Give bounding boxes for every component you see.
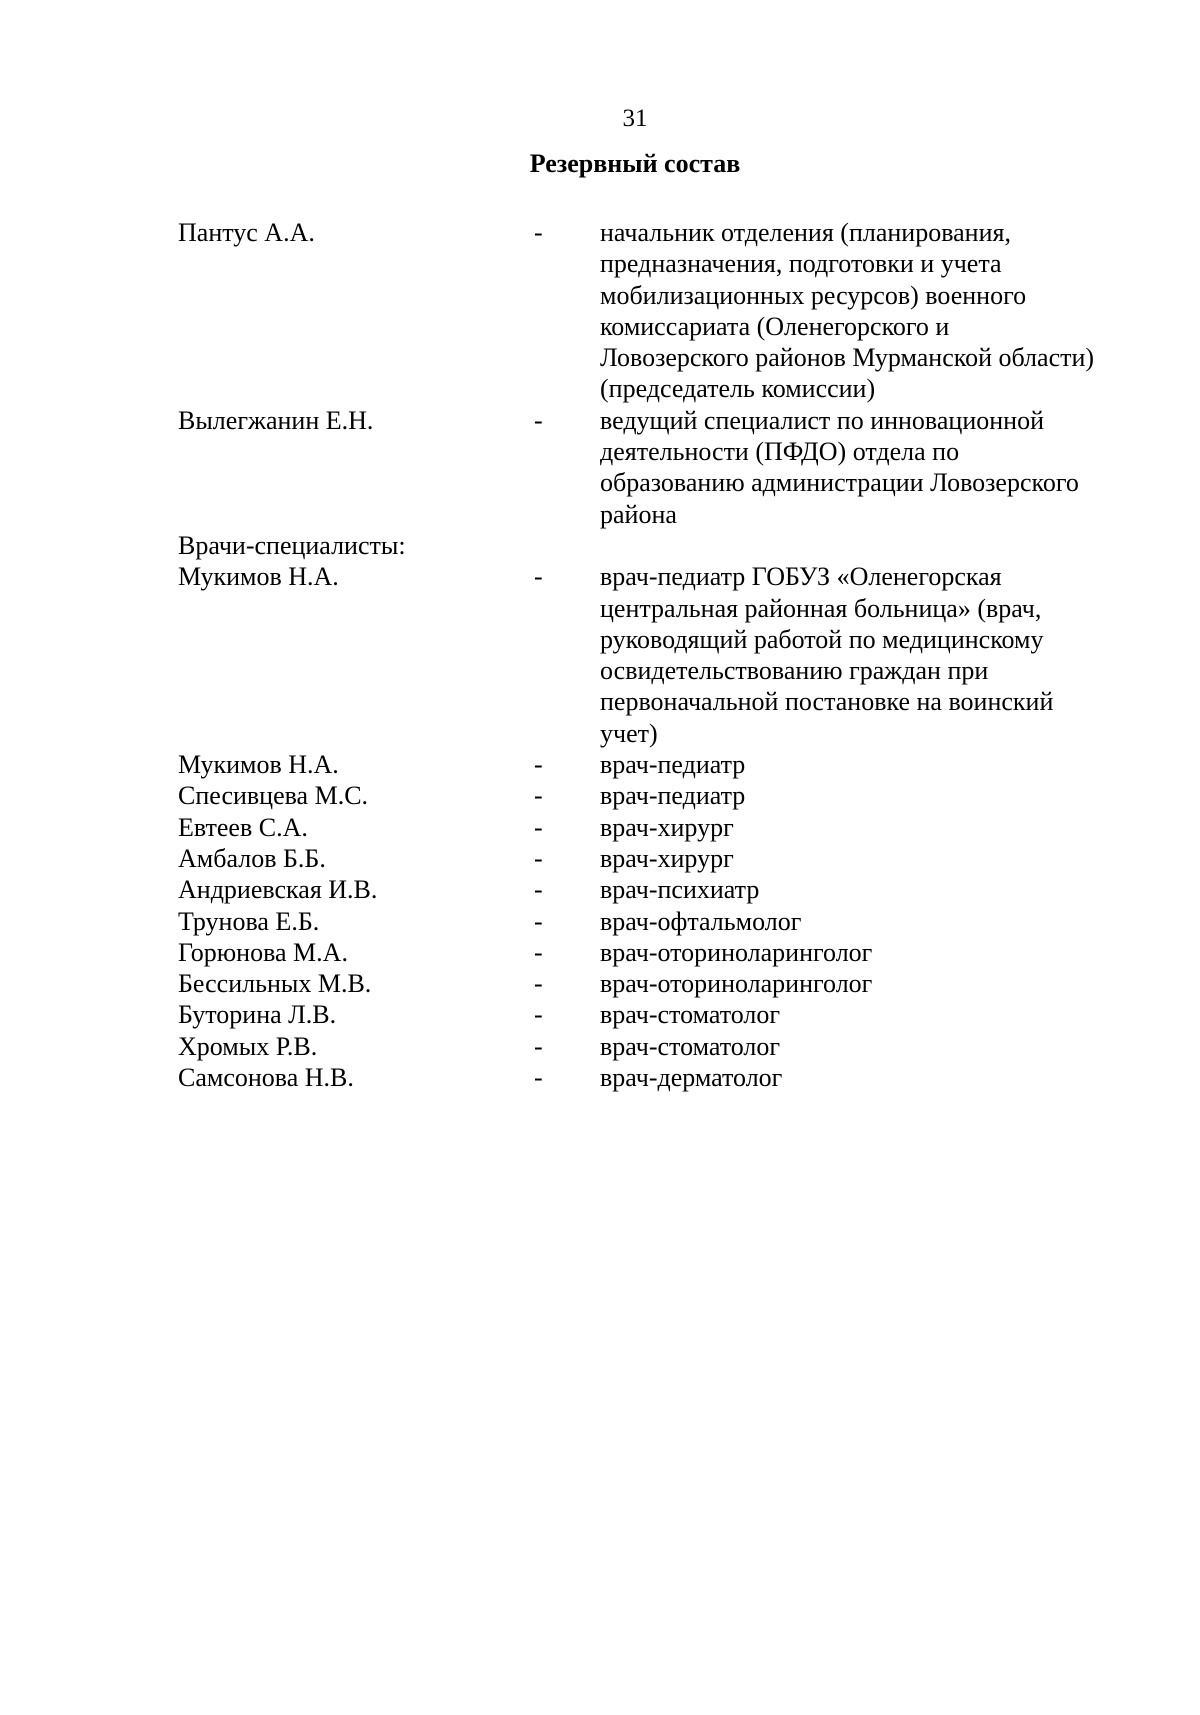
doctor-row [178,937,1128,968]
doctor-name: Мукимов Н.А. [178,750,339,780]
doctor-row [178,749,1128,780]
dash-separator: - [534,937,543,967]
doctor-role: врач-оториноларинголог [600,937,873,967]
doctor-row [178,812,1128,843]
dash-separator: - [534,405,543,435]
dash-separator: - [534,750,543,780]
member-name: Пантус А.А. [178,218,315,247]
dash-separator: - [534,1063,543,1093]
member-row [178,217,1128,405]
member-list [178,217,1128,1093]
doctor-name: Андриевская И.В. [178,875,378,905]
lead-doctor-row [178,561,1128,749]
doctor-name: Бессильных М.В. [178,969,372,999]
dash-separator: - [534,218,543,247]
member-name: Вылегжанин Е.Н. [178,405,374,435]
doctors-section-heading [178,530,1128,561]
doctor-name: Спесивцева М.С. [178,781,369,811]
dash-separator: - [534,906,543,936]
dash-separator: - [534,843,543,873]
doctor-role: врач-педиатр [600,781,746,811]
doctor-name: Трунова Е.Б. [178,906,320,936]
doctor-row [178,1062,1128,1093]
dash-separator: - [534,1031,543,1061]
dash-separator: - [534,812,543,842]
page-title: Резервный состав [529,149,741,178]
member-position: начальник отделения (планирования, предназначения, подготовки и учета мобилизационных ресурсов) военного комиссариата (Оленегорского и Ловозерского районов Мурманской области) (председатель комиссии) [600,218,1095,404]
dash-separator: - [534,781,543,811]
doctor-role: врач-хирург [600,812,734,842]
doctor-row [178,906,1128,937]
doctor-role: врач-офтальмолог [600,906,802,936]
doctor-role: врач-стоматолог [600,1031,781,1061]
doctor-name: Амбалов Б.Б. [178,843,326,873]
doctor-name: Мукимов Н.А. [178,562,339,592]
doctor-name: Горюнова М.А. [178,937,348,967]
dash-separator: - [534,875,543,905]
member-position: ведущий специалист по инновационной деятельности (ПФДО) отдела по образованию администрации Ловозерского района [600,405,1079,529]
doctor-role: врач-дерматолог [600,1063,783,1093]
doctor-role: врач-психиатр [600,875,760,905]
dash-separator: - [534,969,543,999]
doctor-role: врач-хирург [600,843,734,873]
doctors-label: Врачи-специалисты: [178,530,406,560]
doctor-row [178,999,1128,1030]
page-number: 31 [622,105,648,132]
doctor-name: Самсонова Н.В. [178,1063,354,1093]
doctor-name: Буторина Л.В. [178,1000,337,1030]
doctor-role: врач-стоматолог [600,1000,781,1030]
doctor-row [178,968,1128,999]
doctor-name: Евтеев С.А. [178,812,308,842]
doctor-row [178,843,1128,874]
doctor-position: врач-педиатр ГОБУЗ «Оленегорская центральная районная больница» (врач, руководящий работой по медицинскому освидетельствованию граждан при первоначальной постановке на воинский учет) [600,562,1054,748]
doctor-role: врач-оториноларинголог [600,969,873,999]
doctor-row [178,1031,1128,1062]
doctor-name: Хромых Р.В. [178,1031,318,1061]
doctor-role: врач-педиатр [600,750,746,780]
dash-separator: - [534,562,543,592]
member-row [178,405,1128,530]
dash-separator: - [534,1000,543,1030]
doctor-row [178,780,1128,811]
doctor-row [178,874,1128,905]
